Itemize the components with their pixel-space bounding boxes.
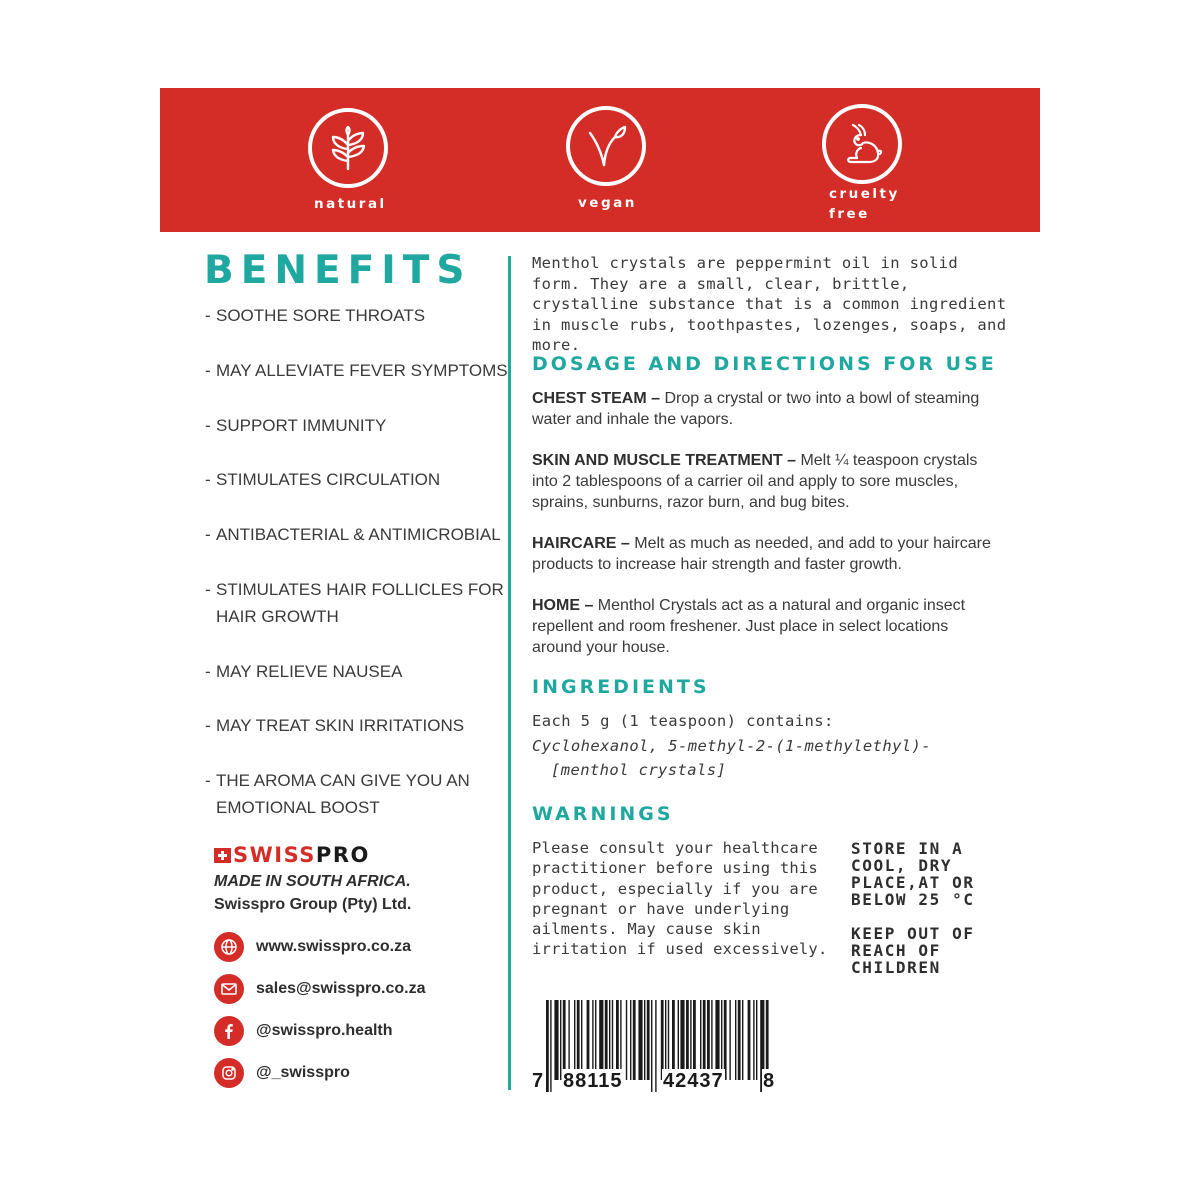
barcode-bar (609, 1000, 610, 1080)
instagram-icon (214, 1058, 244, 1088)
barcode-bar (592, 1000, 593, 1080)
barcode-bar (620, 1000, 621, 1080)
child-warning: KEEP OUT OF REACH OF CHILDREN (851, 924, 975, 977)
ingredients-chemical: Cyclohexanol, 5-methyl-2-(1-methylethyl)- (532, 737, 932, 755)
barcode-bar (748, 1000, 751, 1080)
barcode-bar (724, 1000, 727, 1080)
swiss-flag-icon (214, 848, 231, 863)
barcode-bar (715, 1000, 719, 1080)
barcode-bar (644, 1000, 645, 1080)
intro-paragraph: Menthol crystals are peppermint oil in solid form. They are a small, clear, brittle, crystalline substance that is a common ingredient in muscle rubs, toothpastes, lozenges, soaps, and more. (532, 254, 1007, 354)
barcode-digit: 8 (763, 1070, 775, 1092)
barcode-bar (647, 1000, 650, 1080)
barcode-bar (742, 1000, 743, 1080)
benefit-item: - STIMULATES HAIR FOLLICLES FOR HAIR GROWTH (205, 580, 504, 626)
ingredients-heading: INGREDIENTS (532, 676, 710, 698)
contact-website[interactable]: www.swisspro.co.za (214, 932, 411, 962)
barcode-bar (672, 1000, 675, 1080)
contact-instagram[interactable]: @_swisspro (214, 1058, 350, 1088)
barcode-bar (738, 1000, 741, 1080)
barcode-bar (655, 1000, 656, 1092)
benefit-item: - STIMULATES CIRCULATION (205, 470, 441, 489)
barcode-digits-right: 42437 (663, 1070, 724, 1092)
benefit-item: - ANTIBACTERIAL & ANTIMICROBIAL (205, 525, 501, 544)
barcode-bar (626, 1000, 627, 1080)
mail-icon (214, 974, 244, 1004)
barcode-bar (661, 1000, 664, 1080)
barcode-bar (568, 1000, 569, 1080)
badge-label: free (829, 206, 870, 222)
barcode-bar (735, 1000, 736, 1080)
contact-facebook[interactable]: @swisspro.health (214, 1016, 393, 1046)
barcode-bar (753, 1000, 754, 1080)
badge-natural (308, 108, 388, 212)
barcode-bar (550, 1000, 551, 1092)
barcode-bar (693, 1000, 696, 1080)
barcode-bar (680, 1000, 684, 1080)
facebook-icon (214, 1016, 244, 1046)
barcode-bar (595, 1000, 596, 1080)
globe-icon (214, 932, 244, 962)
barcode-bar (581, 1000, 582, 1080)
benefit-item: - SOOTHE SORE THROATS (205, 306, 426, 325)
dosage-item: HOME – Menthol Crystals act as a natural and organic insect repellent and room freshener. Just place in select locations around your house. (532, 597, 966, 656)
barcode-bar (633, 1000, 636, 1080)
made-in-text: MADE IN SOUTH AFRICA. (214, 873, 411, 890)
badge-label: cruelty (829, 186, 900, 202)
benefits-title: BENEFITS (204, 248, 472, 293)
barcode-bar (686, 1000, 689, 1080)
barcode-bar (678, 1000, 679, 1080)
barcode-bar (574, 1000, 575, 1080)
barcode-bar (665, 1000, 666, 1080)
storage-instructions: STORE IN A COOL, DRY PLACE,AT OR BELOW 25 °C (851, 839, 975, 909)
badge-label: vegan (578, 195, 637, 211)
warnings-text: Please consult your healthcare practitioner before using this product, especially if you are pregnant or have underlying ailments. May cause skin irritation if used excessively. (532, 839, 828, 959)
column-divider (508, 256, 511, 1090)
barcode-bar (690, 1000, 691, 1080)
barcode-bar (703, 1000, 706, 1080)
badge-label: natural (314, 196, 387, 212)
benefit-item: - MAY ALLEVIATE FEVER SYMPTOMS (205, 361, 508, 380)
barcode-bar (554, 1000, 558, 1080)
barcode-bar (651, 1000, 652, 1092)
benefit-item: - THE AROMA CAN GIVE YOU AN EMOTIONAL BOOST (205, 771, 470, 817)
barcode-bar (707, 1000, 710, 1080)
barcode-bar (577, 1000, 580, 1080)
benefit-item: - SUPPORT IMMUNITY (205, 416, 387, 435)
barcode-bar (756, 1000, 757, 1080)
ingredients-chemical: [menthol crystals] (551, 761, 727, 779)
dosage-item: CHEST STEAM – Drop a crystal or two into a bowl of steaming water and inhale the vapors. (532, 390, 980, 428)
barcode-bar (721, 1000, 722, 1080)
barcode-bar (700, 1000, 701, 1080)
dosage-item: SKIN AND MUSCLE TREATMENT – Melt ¼ teaspoon crystals into 2 tablespoons of a carrier oil and apply to sore muscles, sprains, sunburns, razor burn, and bug bites. (532, 452, 978, 511)
barcode-digit: 7 (532, 1070, 544, 1092)
barcode-bar (711, 1000, 712, 1080)
contact-email[interactable]: sales@swisspro.co.za (214, 974, 425, 1004)
badge-vegan (566, 106, 646, 211)
barcode-bar (729, 1000, 730, 1080)
barcode-bar (546, 1000, 549, 1092)
vegan-v-icon (566, 106, 646, 186)
barcode-bar (563, 1000, 566, 1080)
barcode-bar (638, 1000, 642, 1080)
barcode-bar (612, 1000, 613, 1080)
warnings-heading: WARNINGS (532, 803, 674, 825)
rabbit-icon (822, 104, 902, 184)
barcode-bar (587, 1000, 590, 1080)
benefit-item: - MAY TREAT SKIN IRRITATIONS (205, 716, 465, 735)
leaf-icon (308, 108, 388, 188)
benefit-item: - MAY RELIEVE NAUSEA (205, 662, 403, 681)
barcode-bar (616, 1000, 619, 1080)
barcode-digits-left: 88115 (563, 1070, 623, 1092)
ingredients-line: Each 5 g (1 teaspoon) contains: (532, 712, 834, 730)
barcode-bar (599, 1000, 603, 1080)
badge-cruelty-free (822, 104, 902, 222)
dosage-item: HAIRCARE – Melt as much as needed, and add to your haircare products to increase hair strength and faster growth. (532, 535, 991, 573)
company-name: Swisspro Group (Pty) Ltd. (214, 896, 412, 913)
barcode-bar (630, 1000, 631, 1080)
barcode-bar (605, 1000, 608, 1080)
barcode-bar (668, 1000, 669, 1080)
dosage-heading: DOSAGE AND DIRECTIONS FOR USE (532, 353, 997, 375)
barcode-bar (560, 1000, 561, 1080)
swisspro-logo: SWISS PRO (214, 844, 370, 866)
